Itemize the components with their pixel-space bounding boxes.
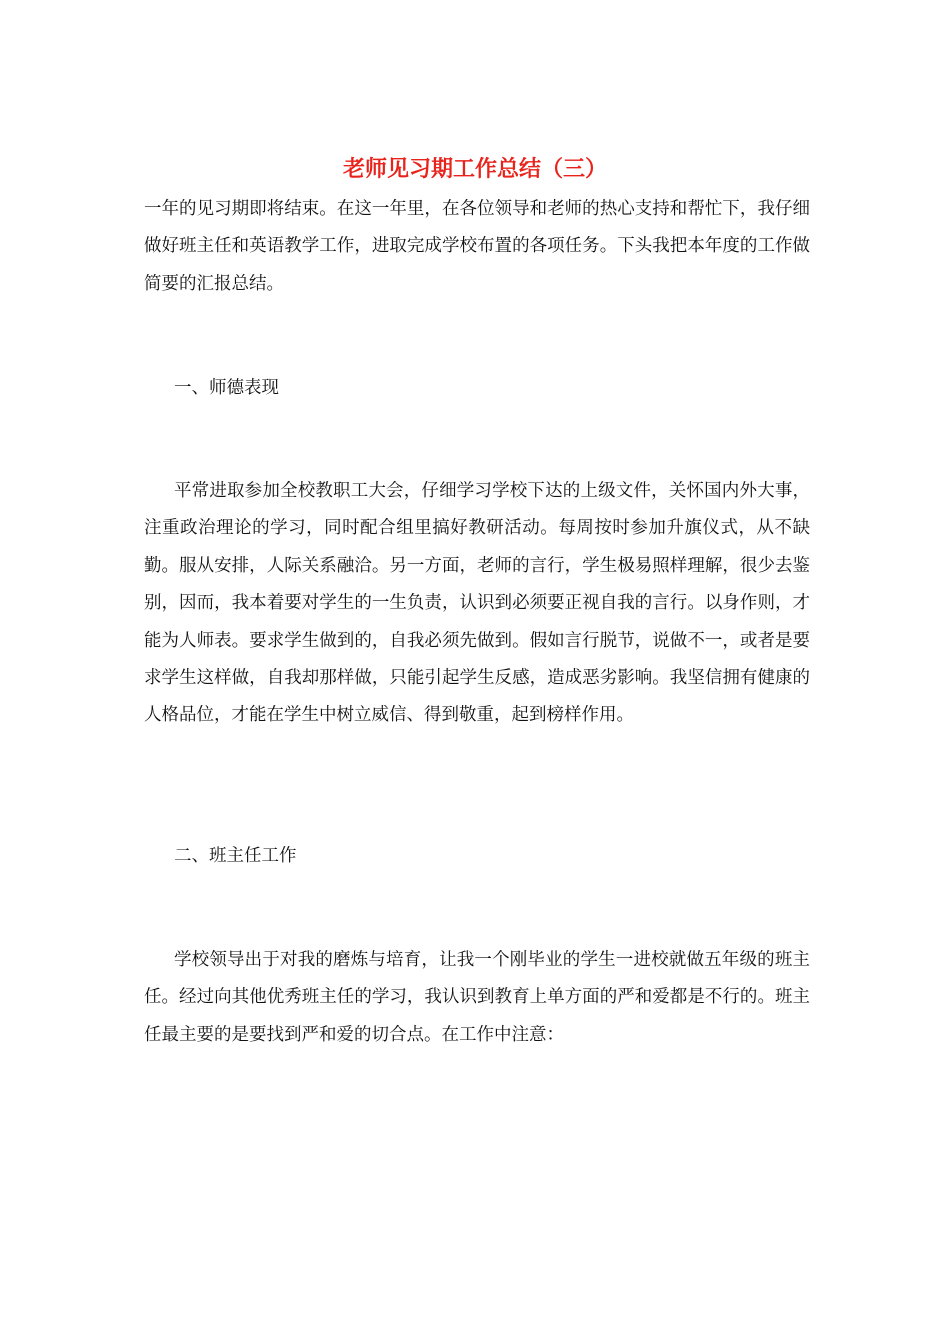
document-title: 老师见习期工作总结（三） (342, 156, 607, 182)
intro-paragraph: 一年的见习期即将结束。在这一年里，在各位领导和老师的热心支持和帮忙下，我仔细做好班主任和英语教学工作，进取完成学校布置的各项任务。下头我把本年度的工作做简要的汇报总结。 (144, 199, 810, 294)
section-heading-class-teacher: 二、班主任工作 (174, 846, 297, 866)
section-body-ethics: 平常进取参加全校教职工大会，仔细学习学校下达的上级文件，关怀国内外大事，注重政治理论的学习，同时配合组里搞好教研活动。每周按时参加升旗仪式，从不缺勤。服从安排，人际关系融洽。另一方面，老师的言行，学生极易照样理解，很少去鉴别，因而，我本着要对学生的一生负责，认识到必须要正视自我的言行。以身作则，才能为人师表。要求学生做到的，自我必须先做到。假如言行脱节，说做不一，或者是要求学生这样做，自我却那样做，只能引起学生反感，造成恶劣影响。我坚信拥有健康的人格品位，才能在学生中树立威信、得到敬重，起到榜样作用。 (144, 481, 810, 726)
section-heading-ethics: 一、师德表现 (174, 378, 279, 398)
section-body-class-teacher: 学校领导出于对我的磨炼与培育，让我一个刚毕业的学生一进校就做五年级的班主任。经过向其他优秀班主任的学习，我认识到教育上单方面的严和爱都是不行的。班主任最主要的是要找到严和爱的切合点。在工作中注意： (144, 950, 810, 1045)
